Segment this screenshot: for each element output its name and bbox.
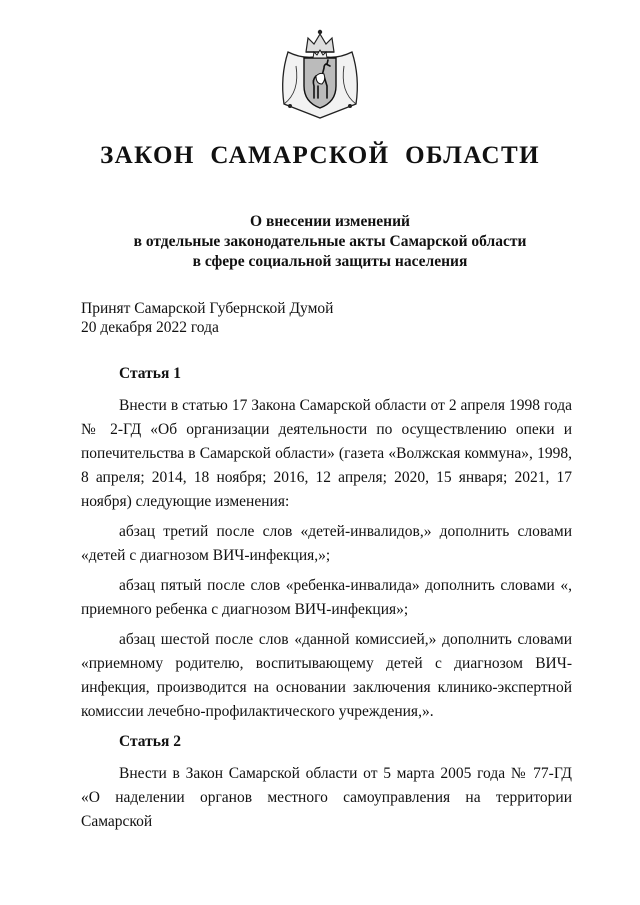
document-title: ЗАКОН САМАРСКОЙ ОБЛАСТИ (100, 142, 540, 169)
article-1-paragraph: Внести в статью 17 Закона Самарской области от 2 апреля 1998 года № 2-ГД «Об организации деятельности по осуществлению опеки и попечительства в Самарской области» (газета «Волжская коммуна», 1998, 8 апреля; 2014, 18 ноября; 2016, 12 апреля; 2020, 15 января; 2021, 17 ноября) следующие изменения: (81, 397, 572, 510)
article-1-paragraph: абзац шестой после слов «данной комиссией,» дополнить словами «приемному родителю, воспитывающему детей с диагнозом ВИЧ-инфекция, производится на основании заключения клинико-экспертной комиссии лечебно-профилактического учреждения,». (81, 631, 572, 720)
document-subtitle (60, 212, 600, 272)
article-1-paragraph: абзац пятый после слов «ребенка-инвалида» дополнить словами «, приемного ребенка с диагнозом ВИЧ-инфекция»; (81, 577, 572, 618)
article-1-heading: Статья 1 (119, 365, 181, 382)
article-2-paragraph: Внести в Закон Самарской области от 5 марта 2005 года № 77-ГД «О наделении органов местного самоуправления на территории Самарской (81, 765, 572, 830)
subtitle-line: О внесении изменений (250, 213, 410, 230)
subtitle-line: в отдельные законодательные акты Самарской области (133, 233, 527, 250)
article-2-heading: Статья 2 (119, 733, 181, 750)
subtitle-line: в сфере социальной защиты населения (192, 253, 468, 270)
article-1-paragraph: абзац третий после слов «детей-инвалидов,» дополнить словами «детей с диагнозом ВИЧ-инфекция,»; (81, 523, 572, 564)
adoption-date: 20 декабря 2022 года (81, 319, 219, 336)
samara-coat-of-arms-icon (270, 22, 370, 122)
adoption-info (81, 299, 333, 337)
adoption-body: Принят Самарской Губернской Думой (81, 300, 334, 317)
document-body (81, 364, 572, 840)
